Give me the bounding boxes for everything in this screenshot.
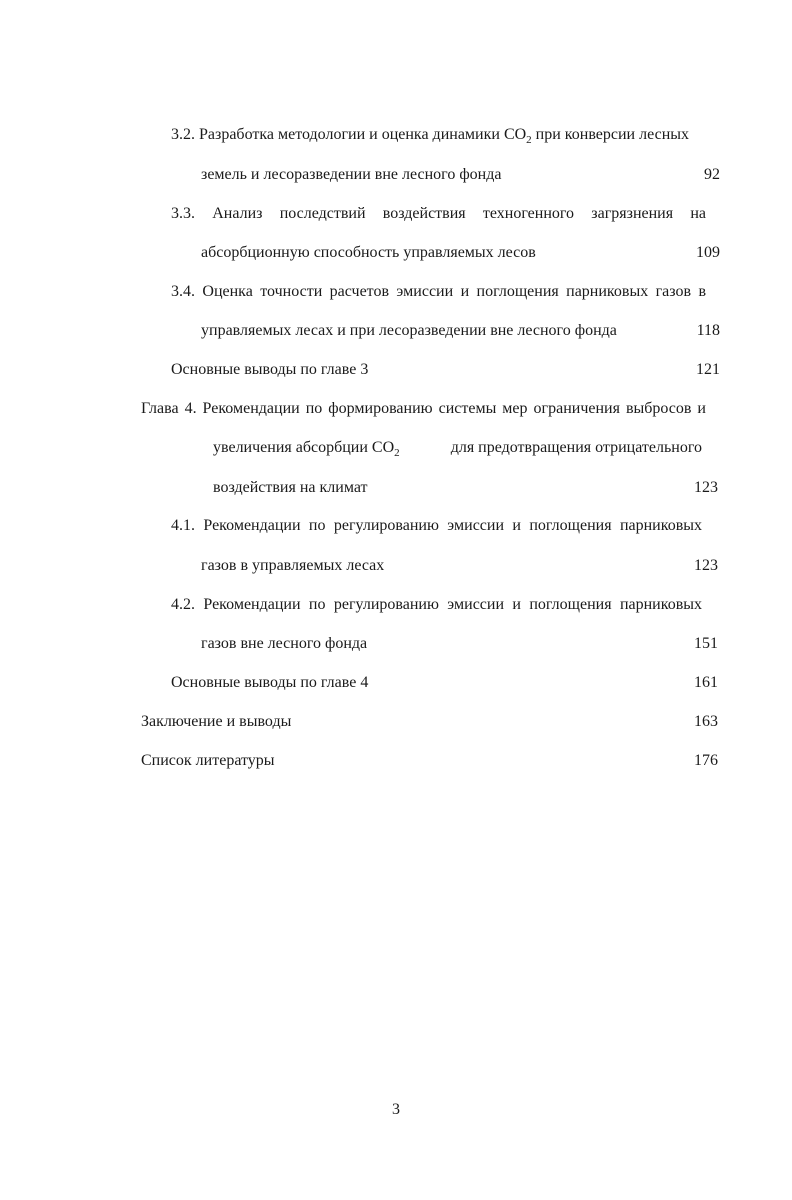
toc-entry-3-2-line-1: 3.2. Разработка методологии и оценка динамики $CO_2$ при конверсии лесных <box>171 126 690 147</box>
subscript: 2 <box>394 447 400 460</box>
toc-entry-3-4-line-1: 3.4. Оценка точности расчетов эмиссии и поглощения парниковых газов в <box>171 283 706 300</box>
toc-page-number: 123 <box>694 479 718 496</box>
toc-entry-3-4-line-2: управляемых лесах и при лесоразведении вне лесного фонда <box>201 322 617 339</box>
toc-entry-conclusions-4: Основные выводы по главе 4 <box>171 674 369 691</box>
toc-entry-references: Список литературы <box>141 752 275 769</box>
toc-entry-3-3-line-2: абсорбционную способность управляемых лесов <box>201 244 536 261</box>
toc-entry-4-1-line-1: 4.1. Рекомендации по регулированию эмиссии и поглощения парниковых <box>171 517 702 534</box>
toc-entry-conclusions-3: Основные выводы по главе 3 <box>171 361 369 378</box>
toc-page-number: 161 <box>694 674 718 691</box>
toc-entry-4-2-line-2: газов вне лесного фонда <box>201 635 368 652</box>
subscript: 2 <box>526 134 532 147</box>
toc-chapter-4-line-2: увеличения абсорбции $CO_2$ для предотвращения отрицательного <box>213 439 702 460</box>
toc-entry-4-2-line-1: 4.2. Рекомендации по регулированию эмиссии и поглощения парниковых <box>171 596 702 613</box>
toc-page-number: 118 <box>696 322 720 339</box>
toc-page-number: 176 <box>694 752 718 769</box>
toc-page-number: 163 <box>694 713 718 730</box>
toc-page-number: 151 <box>694 635 718 652</box>
toc-chapter-4-line-3: воздействия на климат <box>213 479 368 496</box>
toc-entry-3-2-line-2: земель и лесоразведении вне лесного фонда <box>201 166 502 183</box>
toc-page-number: 121 <box>696 361 720 378</box>
toc-chapter-4-line-1: Глава 4. Рекомендации по формированию системы мер ограничения выбросов и <box>141 400 706 417</box>
toc-entry-3-3-line-1: 3.3. Анализ последствий воздействия техногенного загрязнения на <box>171 205 706 222</box>
toc-entry-conclusion: Заключение и выводы <box>141 713 292 730</box>
toc-entry-4-1-line-2: газов в управляемых лесах <box>201 557 385 574</box>
page-number-footer: 3 <box>392 1101 400 1118</box>
toc-page-number: 92 <box>704 166 720 183</box>
toc-page-number: 109 <box>696 244 720 261</box>
toc-page-number: 123 <box>694 557 718 574</box>
